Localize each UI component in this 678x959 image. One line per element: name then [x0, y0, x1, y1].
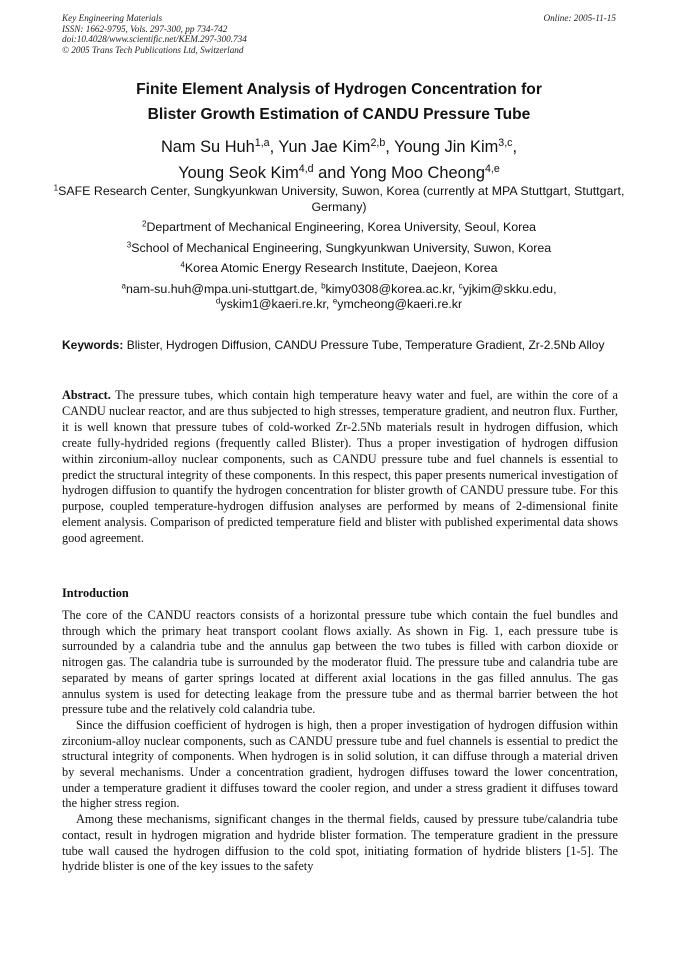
- affiliation: [52, 261, 626, 277]
- abstract-text: The pressure tubes, which contain high temperature heavy water and fuel, are within the core of a CANDU nuclear reactor, and are thus subjected to high stresses, temperature gradient, and neutron flux. Further, it is well known that pressure tubes of cold-worked Zr-2.5Nb materials result in hydrogen diffusion, which create fully-hydrided regions (frequently called Blister). Thus a proper investigation of hydrogen diffusion within zirconium-alloy nuclear components, such as CANDU pressure tube and fuel channels is essential to predict the structural integrity of these components. In this respect, this paper presents numerical investigation of hydrogen diffusion to quantify the hydrogen concentration for blister growth of CANDU pressure tube. For this purpose, coupled temperature-hydrogen diffusion analyses are performed by means of 2-dimensional finite element analysis. Comparison of predicted temperature field and blister with published experimental data shows good agreement.: [62, 388, 618, 546]
- paragraph: Among these mechanisms, significant changes in the thermal fields, caused by pressure tube/calandria tube contact, result in hydrogen migration and hydride blister formation. The temperature gradient in the pressure tube wall caused the hydrogen diffusion to the cold spot, initiating formation of hydride blisters [1-5]. The hydride blister is one of the key issues to the safety: [62, 812, 618, 874]
- affiliation-list: [52, 184, 626, 313]
- keywords-text: Blister, Hydrogen Diffusion, CANDU Pressure Tube, Temperature Gradient, Zr-2.5Nb Alloy: [126, 338, 605, 352]
- title-line-1: Finite Element Analysis of Hydrogen Concentration for: [136, 81, 542, 98]
- author-line-1: Nam Su Huh$^{1,a}$, Yun Jae Kim$^{2,b}$, Young Jin Kim$^{3,c}$,: [160, 137, 518, 156]
- email-sup: b: [321, 281, 326, 291]
- affiliation-num: 1: [53, 183, 59, 193]
- author-sup: 4,e: [484, 163, 500, 176]
- author-name: Yong Moo Cheong: [349, 164, 485, 182]
- journal-issn: ISSN: 1662-9795, Vols. 297-300, pp 734-742: [62, 23, 228, 34]
- abstract-section: [62, 388, 618, 547]
- email-sup: d: [215, 296, 221, 306]
- author-name: Nam Su Huh: [160, 138, 255, 156]
- keywords-label: Keywords:: [62, 338, 124, 352]
- paragraph: The core of the CANDU reactors consists of a horizontal pressure tube which contain the fuel bundles and through which the primary heat transport coolant flows axially. As shown in Fig. 1, each pressure tube is surrounded by a calandria tube and the annulus gap between the two tubes is filled with carbon dioxide or nitrogen gas. The calandria tube is surrounded by the moderator fluid. The pressure tube and calandria tube are separated by means of garter springs located at different axial locations in the gas filled annulus. The gas annulus system is used for detecting leakage from the pressure tube and as thermal barrier between the hot pressure tube and the relatively cold calandria tube.: [62, 608, 618, 717]
- author-list: [40, 134, 638, 186]
- email-sup: a: [121, 281, 126, 291]
- author-sup: 1,a: [254, 137, 270, 150]
- email-link[interactable]: nam-su.huh@mpa.uni-stuttgart.de: [125, 281, 315, 296]
- author-name: Yun Jae Kim: [278, 138, 371, 156]
- keywords-section: [62, 338, 618, 354]
- author-sup: 3,c: [498, 137, 513, 150]
- email-link[interactable]: yskim1@kaeri.re.kr: [220, 297, 326, 311]
- journal-doi: doi:10.4028/www.scientific.net/KEM.297-300.734: [62, 34, 247, 45]
- affiliation-text: Department of Mechanical Engineering, Korea University, Seoul, Korea: [146, 220, 537, 234]
- affiliation-text: School of Mechanical Engineering, Sungkyunkwan University, Suwon, Korea: [131, 240, 552, 255]
- section-heading: Introduction: [62, 586, 129, 600]
- affiliation-text: Korea Atomic Energy Research Institute, Daejeon, Korea: [184, 261, 498, 275]
- journal-copyright: © 2005 Trans Tech Publications Ltd, Switzerland: [62, 44, 244, 55]
- email-link[interactable]: ymcheong@kaeri.re.kr: [337, 297, 463, 311]
- email-link[interactable]: kimy0308@korea.ac.kr: [325, 281, 452, 296]
- affiliation-num: 3: [126, 240, 132, 250]
- email-link[interactable]: yjkim@skku.edu: [462, 281, 554, 296]
- paper-title: [40, 77, 638, 127]
- author-sup: 4,d: [298, 163, 314, 176]
- author-name: Young Seok Kim: [178, 164, 299, 182]
- author-name: Young Jin Kim: [394, 138, 499, 156]
- author-line-2: Young Seok Kim$^{4,d}$ and Yong Moo Cheong$^{4,e}$: [178, 163, 500, 182]
- author-sup: 2,b: [370, 137, 386, 150]
- email-sup: c: [458, 281, 463, 291]
- email-sup: e: [332, 296, 338, 306]
- journal-name: Key Engineering Materials: [62, 13, 163, 23]
- abstract-label: Abstract.: [62, 388, 111, 402]
- title-line-2: Blister Growth Estimation of CANDU Pressure Tube: [147, 106, 531, 123]
- affiliation-text: SAFE Research Center, Sungkyunkwan University, Suwon, Korea (currently at MPA Stuttgart, Stuttgart, Germany): [58, 184, 625, 214]
- affiliation-num: 4: [180, 260, 185, 270]
- introduction-body: [62, 608, 618, 875]
- affiliation: [52, 220, 626, 236]
- journal-header: [62, 13, 616, 55]
- online-date: Online: 2005-11-15: [543, 13, 616, 23]
- affiliation-num: 2: [141, 219, 147, 229]
- affiliation: [52, 184, 626, 215]
- paragraph: Since the diffusion coefficient of hydrogen is high, then a proper investigation of hydrogen diffusion within zirconium-alloy nuclear components, such as CANDU pressure tube and fuel channels is essential to predict the structural integrity of components. When hydrogen is in solid solution, it can diffuse through a material driven by several mechanisms. Under a concentration gradient, hydrogen diffuses toward the lower concentration, under a temperature gradient it diffuses toward the cooler region, and under a stress gradient it diffuses toward the higher stress region.: [62, 717, 618, 811]
- email-list: $^a$nam-su.huh@mpa.uni-stuttgart.de, $^b$kimy0308@korea.ac.kr, $^c$yjkim@skku.edu, $^d$yskim1@kaeri.re.kr, $^e$ymcheong@kaeri.re.kr: [121, 281, 557, 311]
- affiliation: [52, 241, 626, 257]
